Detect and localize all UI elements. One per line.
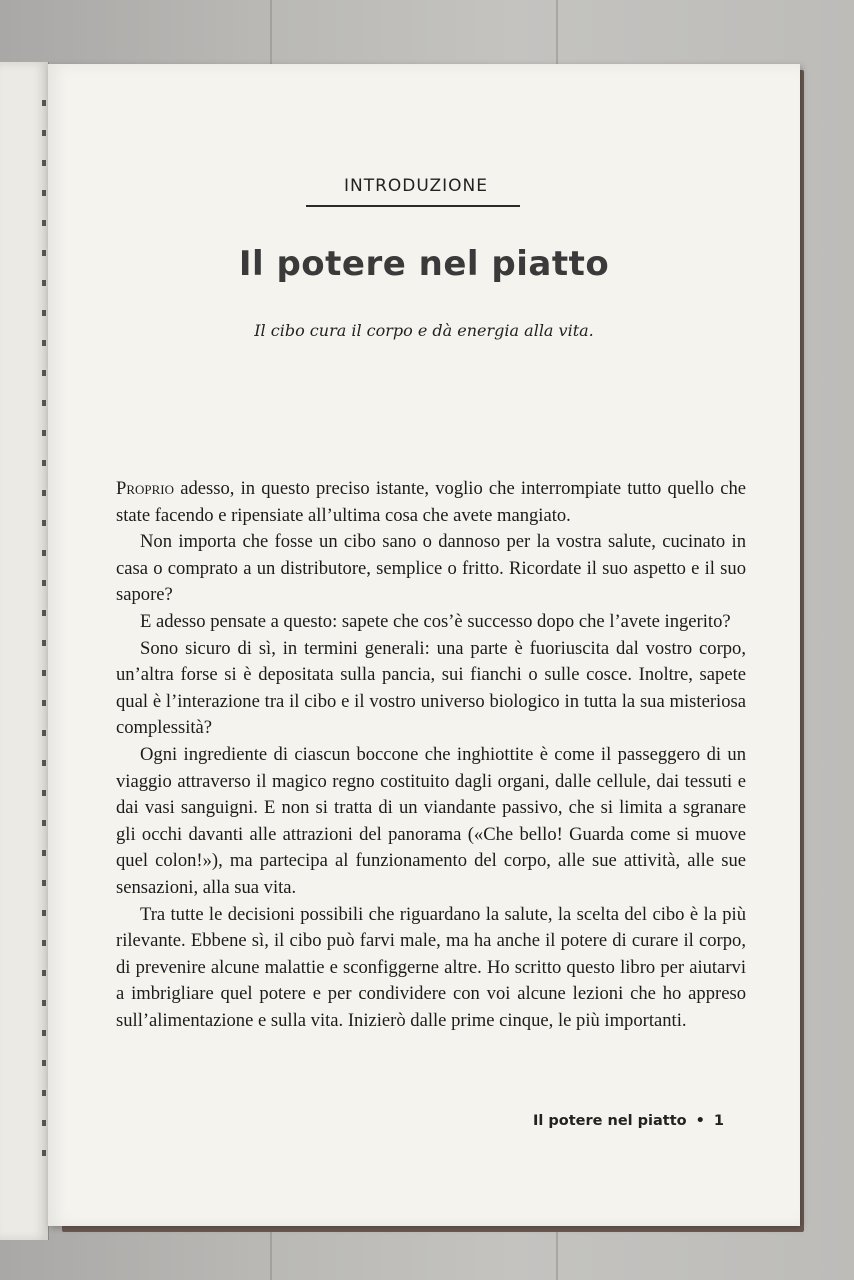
paragraph: Sono sicuro di sì, in termini generali: una parte è fuoriuscita dal vostro corpo, un’altra forse si è depositata sulla pancia, sui fianchi o sulle cosce. Inoltre, sapete qual è l’interazione tra il cibo e il vostro universo biologico in tutta la sua misteriosa complessità? bbox=[116, 637, 746, 739]
footer-separator: • bbox=[695, 1113, 705, 1129]
chapter-subtitle: Il cibo cura il corpo e dà energia alla vita. bbox=[254, 321, 594, 340]
paragraph: Non importa che fosse un cibo sano o dannoso per la vostra salute, cucinato in casa o comprato a un distributore, semplice o fritto. Ricordate il suo aspetto e il suo sapore? bbox=[116, 531, 746, 606]
page-footer bbox=[533, 1113, 724, 1129]
binding-stitches bbox=[42, 100, 46, 1160]
chapter-rule bbox=[306, 205, 520, 207]
book-page bbox=[48, 64, 800, 1226]
paragraph-lead-word: Proprio bbox=[116, 478, 175, 499]
paragraph: Ogni ingrediente di ciascun boccone che inghiottite è come il passeggero di un viaggio attraverso il magico regno costituito dagli organi, dalle cellule, dai tessuti e dai vasi sanguigni. E non si tratta di un viandante passivo, che si limita a sgranare gli occhi davanti alle attrazioni del panorama («Che bello! Guarda come si muove quel colon!»), ma partecipa al funzionamento del corpo, alle sue attività, alle sue sensazioni, alla sua vita. bbox=[116, 743, 746, 898]
paragraph: Tra tutte le decisioni possibili che riguardano la salute, la scelta del cibo è la più rilevante. Ebbene sì, il cibo può farvi male, ma ha anche il potere di curare il corpo, di prevenire alcune malattie e sconfiggerne altre. Ho scritto questo libro per aiutarvi a imbrigliare quel potere e per condividere con voi alcune lezioni che ho appreso sull’alimentazione e sulla vita. Inizierò dalle prime cinque, le più importanti. bbox=[116, 903, 746, 1031]
paragraph: Proprio adesso, in questo preciso istante, voglio che interrompiate tutto quello che state facendo e ripensiate all’ultima cosa che avete mangiato. bbox=[116, 478, 746, 526]
chapter-label: INTRODUZIONE bbox=[343, 176, 489, 196]
paragraph: E adesso pensate a questo: sapete che cos’è successo dopo che l’avete ingerito? bbox=[140, 610, 731, 632]
body-text bbox=[116, 476, 746, 1034]
running-title: Il potere nel piatto bbox=[532, 1113, 687, 1129]
chapter-title: Il potere nel piatto bbox=[238, 244, 610, 284]
page-number: 1 bbox=[713, 1113, 724, 1129]
